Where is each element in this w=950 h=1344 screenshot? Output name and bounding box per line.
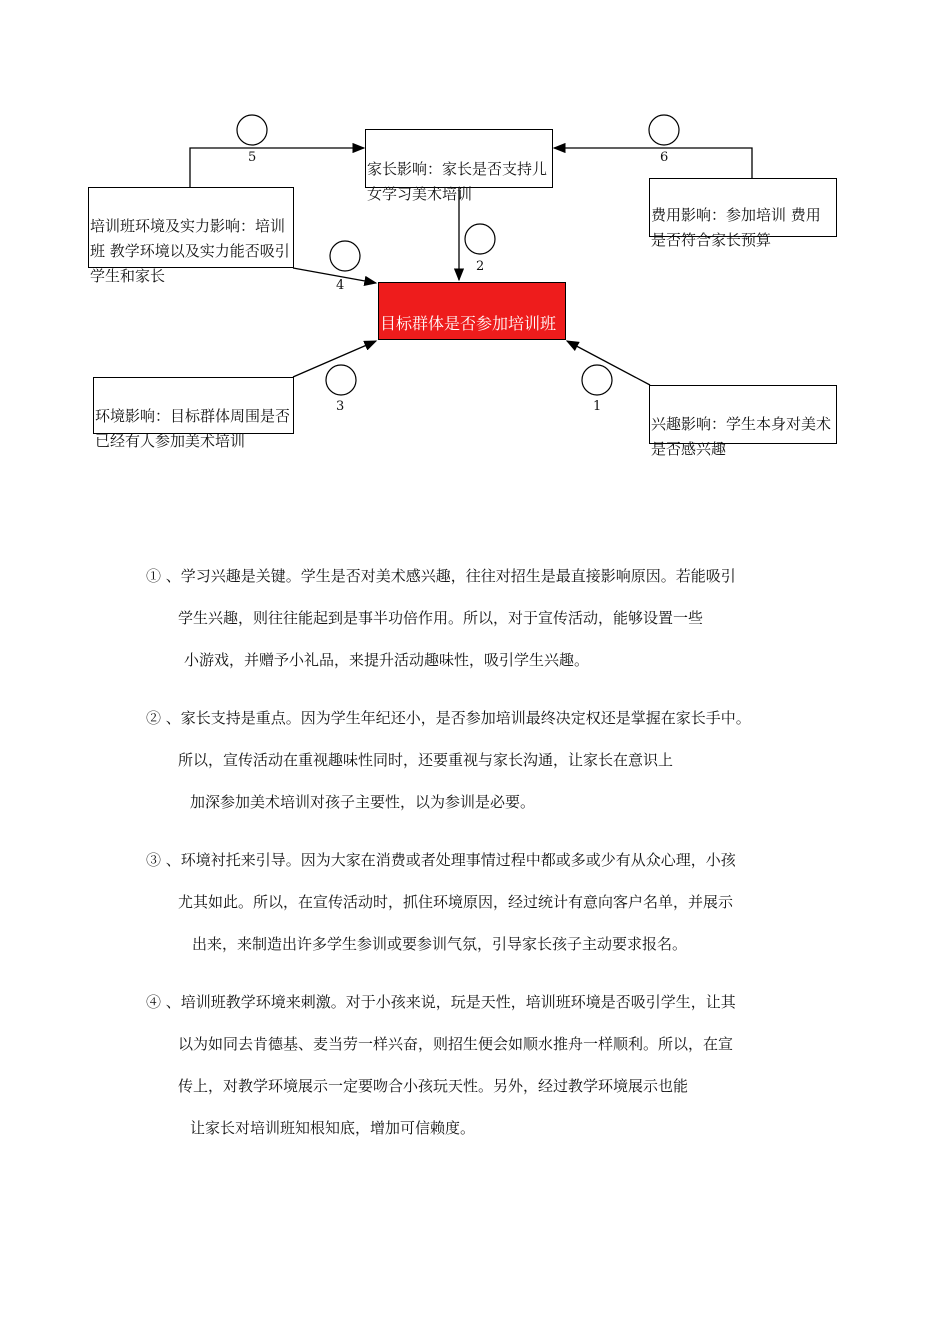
paragraph-line: 学生兴趣，则往往能起到是事半功倍作用。所以，对于宣传活动，能够设置一些 — [178, 609, 704, 627]
label-number-1: 1 — [593, 399, 602, 414]
paragraph-line: 所以，宣传活动在重视趣味性同时，还要重视与家长沟通，让家长在意识上 — [178, 751, 674, 769]
paragraph-line: ④ 、培训班教学环境来刺激。对于小孩来说，玩是天性，培训班环境是否吸引学生，让其 — [146, 993, 736, 1011]
box-interest-influence: 兴趣影响：学生本身对美术是否感兴趣 — [649, 385, 837, 444]
box-facility-influence: 培训班环境及实力影响：培训班 教学环境以及实力能否吸引学生和家长 — [88, 187, 294, 268]
connector-4 — [293, 268, 376, 283]
box-target-group: 目标群体是否参加培训班影响原因 — [378, 282, 566, 340]
circle-marker-1 — [582, 365, 612, 395]
paragraph-line: 让家长对培训班知根知底，增加可信赖度。 — [190, 1119, 476, 1137]
box-parent-influence: 家长影响：家长是否支持儿女学习美术培训 — [365, 129, 553, 188]
paragraph-line: 小游戏，并赠予小礼品，来提升活动趣味性，吸引学生兴趣。 — [184, 651, 590, 669]
label-number-5: 5 — [248, 150, 257, 165]
connector-5 — [190, 148, 364, 188]
label-number-4: 4 — [336, 278, 345, 293]
circle-marker-2 — [465, 224, 495, 254]
paragraph-line: 加深参加美术培训对孩子主要性，以为参训是必要。 — [190, 793, 536, 811]
paragraph-line: ② 、家长支持是重点。因为学生年纪还小，是否参加培训最终决定权还是掌握在家长手中。 — [146, 709, 751, 727]
label-number-3: 3 — [336, 399, 345, 414]
box-environment-influence: 环境影响：目标群体周围是否已经有人参加美术培训 — [93, 377, 294, 434]
paragraph-line: ③ 、环境衬托来引导。因为大家在消费或者处理事情过程中都或多或少有从众心理，小孩 — [146, 851, 736, 869]
paragraph-line: 尤其如此。所以，在宣传活动时，抓住环境原因，经过统计有意向客户名单，并展示 — [178, 893, 734, 911]
paragraph-line: ① 、学习兴趣是关键。学生是否对美术感兴趣，往往对招生是最直接影响原因。若能吸引 — [146, 567, 736, 585]
circle-marker-3 — [326, 365, 356, 395]
label-number-6: 6 — [660, 150, 669, 165]
circle-marker-4 — [330, 241, 360, 271]
circle-marker-5 — [237, 115, 267, 145]
influence-diagram — [0, 0, 950, 520]
connector-6 — [554, 148, 752, 178]
paragraph-line: 以为如同去肯德基、麦当劳一样兴奋，则招生便会如顺水推舟一样顺利。所以，在宣 — [178, 1035, 734, 1053]
circle-marker-6 — [649, 115, 679, 145]
box-cost-influence: 费用影响：参加培训 费用是否符合家长预算 — [649, 178, 837, 237]
label-number-2: 2 — [476, 259, 485, 274]
paragraph-line: 出来，来制造出许多学生参训或要参训气氛，引导家长孩子主动要求报名。 — [192, 935, 688, 953]
paragraph-line: 传上，对教学环境展示一定要吻合小孩玩天性。另外，经过教学环境展示也能 — [178, 1077, 689, 1095]
